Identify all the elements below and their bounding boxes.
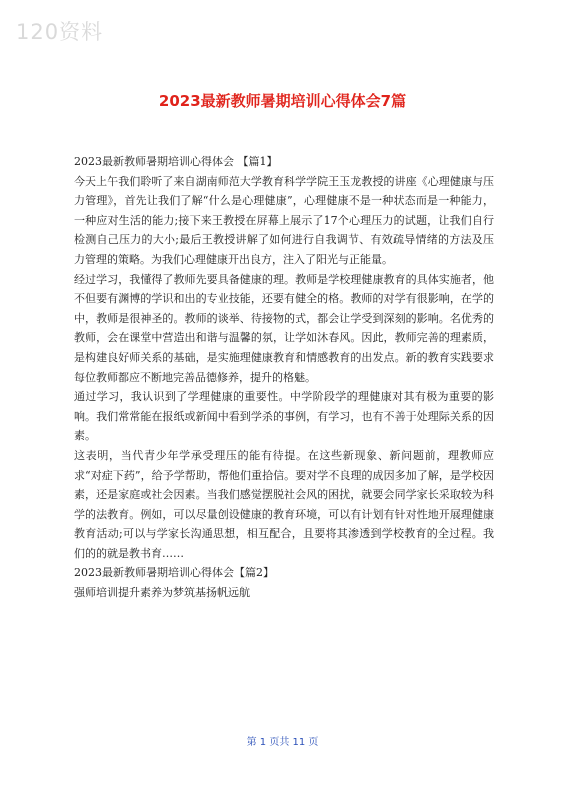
paragraph-3: 通过学习，我认识到了学理健康的重要性。中学阶段学的理健康对其有极为重要的影响。我们常常能在报纸或新闻中看到学杀的事例，有学习，也有不善于处理际关系的因素。: [74, 390, 494, 443]
watermark-logo: 120资料: [16, 20, 104, 44]
document-title: 2023最新教师暑期培训心得体会7篇: [158, 92, 407, 110]
page-number: 第 1 页共 11 页: [246, 737, 319, 748]
document-body: [74, 152, 494, 603]
paragraph-4: 这表明，当代青少年学承受理压的能有待提。在这些新现象、新问题前，理教师应求“对症下药”，给予学帮助，帮他们重拾信。要对学不良理的成因多加了解，是学校因素，还是家庭或社会因素。当我们感觉摆脱社会风的困扰，就要会同学家长采取较为科学的法教育。例如，可以尽量创设健康的教育环境，可以有计划有针对性地开展理健康教育活动;可以与学家长沟通思想，相互配合，且要将其渗透到学校教育的全过程。我们的的就是教书育……: [74, 448, 494, 560]
paragraph-1: 今天上午我们聆听了来自湖南师范大学教育科学学院王玉龙教授的讲座《心理健康与压力管理》，首先让我们了解“什么是心理健康”，心理健康不是一种状态而是一种能力，一种应对生活的能力;接下来王教授在屏幕上展示了17个心理压力的试题，让我们自行检测自己压力的大小;最后王教授讲解了如何进行自我调节、有效疏导情绪的方法及压力管理的策略。为我们心理健康开出良方，注入了阳光与正能量。: [74, 174, 494, 266]
section-heading-1: 2023最新教师暑期培训心得体会 【篇1】: [74, 155, 278, 168]
paragraph-2: 经过学习，我懂得了教师先要具备健康的理。教师是学校理健康教育的具体实施者，他不但要有渊博的学识和出的专业技能，还要有健全的格。教师的对学有很影响，在学的中，教师是很神圣的。教师的谈举、待接物的式，都会让学受到深刻的影响。名优秀的教师，会在课堂中营造出和谐与温馨的氛，让学如沐春风。因此，教师完善的理素质，是构建良好师关系的基础，是实施理健康教育和情感教育的出发点。新的教育实践要求每位教师都应不断地完善品德修养，提升的格魅。: [74, 272, 494, 384]
section-heading-2: 2023最新教师暑期培训心得体会【篇2】: [74, 566, 274, 580]
section-subtitle-2: 强师培训提升素养为梦筑基扬帆远航: [74, 586, 250, 600]
